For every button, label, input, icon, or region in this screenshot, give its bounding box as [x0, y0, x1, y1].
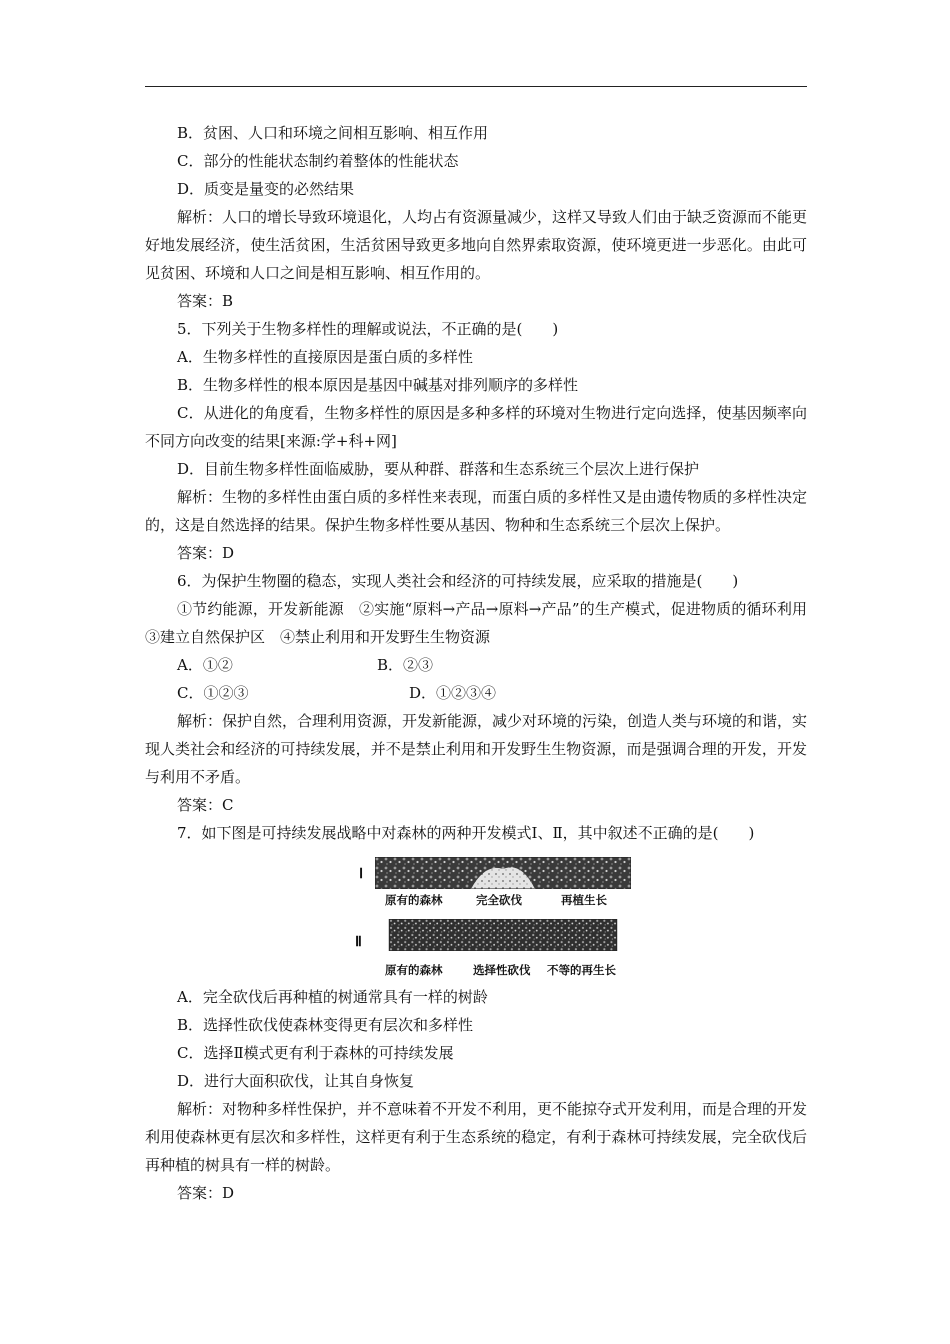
q4-option-d: D．质变是量变的必然结果	[177, 180, 355, 198]
q6-option-c: C．①②③	[177, 684, 249, 702]
q4-option-c: C．部分的性能状态制约着整体的性能状态	[177, 152, 459, 170]
q6-items: ①节约能源，开发新能源 ②实施“原料→产品→原料→产品”的生产模式，促进物质的循环利用 ③建立自然保护区 ④禁止利用和开发野生生物资源	[145, 600, 823, 646]
q5-answer: 答案：D	[177, 544, 235, 562]
q7-answer: 答案：D	[177, 1184, 235, 1202]
page-content	[145, 119, 823, 1207]
q6-option-d: D．①②③④	[409, 684, 497, 702]
q6-options-row-1	[145, 651, 807, 679]
q4-analysis: 解析：人口的增长导致环境退化，人均占有资源量减少，这样又导致人们由于缺乏资源而不能更好地发展经济，使生活贫困，生活贫困导致更多地向自然界索取资源，使环境更进一步恶化。由此可见贫困、环境和人口之间是相互影响、相互作用的。	[145, 208, 808, 282]
mode-1-forest-strip	[375, 857, 631, 889]
q7-option-a: A．完全砍伐后再种植的树通常具有一样的树龄	[177, 988, 488, 1006]
forest-figure-inner	[355, 855, 625, 983]
q6-option-a: A．①②	[177, 656, 233, 674]
mode-1-label: Ⅰ	[359, 867, 364, 882]
q7-analysis: 解析：对物种多样性保护，并不意味着不开发不利用，更不能掠夺式开发利用，而是合理的开发利用使森林更有层次和多样性，这样更有利于生态系统的稳定，有利于森林可持续发展，完全砍伐后再种植的树具有一样的树龄。	[145, 1100, 808, 1174]
mode-2-caption-uneven-regrowth: 不等的再生长	[547, 963, 616, 977]
q7-option-b: B．选择性砍伐使森林变得更有层次和多样性	[177, 1016, 474, 1034]
mode-2-caption-original: 原有的森林	[385, 963, 443, 977]
q5-option-c: C．从进化的角度看，生物多样性的原因是多种多样的环境对生物进行定向选择，使基因频率向不同方向改变的结果[来源:学+科+网]	[145, 404, 807, 450]
q4-answer: 答案：B	[177, 292, 234, 310]
q5-analysis: 解析：生物的多样性由蛋白质的多样性来表现，而蛋白质的多样性又是由遗传物质的多样性决定的，这是自然选择的结果。保护生物多样性要从基因、物种和生态系统三个层次上保护。	[145, 488, 808, 534]
q7-option-c: C．选择Ⅱ模式更有利于森林的可持续发展	[177, 1044, 454, 1062]
q6-stem: 6．为保护生物圈的稳态，实现人类社会和经济的可持续发展，应采取的措施是( )	[177, 572, 739, 590]
forest-figure	[145, 855, 807, 983]
mode-2-label: Ⅱ	[355, 935, 362, 950]
q4-option-b: B．贫困、人口和环境之间相互影响、相互作用	[177, 124, 489, 142]
mode-1-caption-original: 原有的森林	[385, 893, 443, 907]
q7-stem: 7．如下图是可持续发展战略中对森林的两种开发模式Ⅰ、Ⅱ，其中叙述不正确的是( )	[177, 824, 755, 842]
q6-answer: 答案：C	[177, 796, 234, 814]
q5-stem: 5．下列关于生物多样性的理解或说法，不正确的是( )	[177, 320, 559, 338]
q6-option-b: B．②③	[377, 656, 434, 674]
mode-2-forest-strip	[375, 919, 631, 951]
q6-analysis: 解析：保护自然，合理利用资源，开发新能源，减少对环境的污染，创造人类与环境的和谐，实现人类社会和经济的可持续发展，并不是禁止利用和开发野生生物资源，而是强调合理的开发，开发与利用不矛盾。	[145, 712, 808, 786]
mode-2-caption-selective: 选择性砍伐	[473, 963, 531, 977]
mode-1-caption-regrowth: 再植生长	[561, 893, 607, 907]
q5-option-a: A．生物多样性的直接原因是蛋白质的多样性	[177, 348, 473, 366]
q5-option-b: B．生物多样性的根本原因是基因中碱基对排列顺序的多样性	[177, 376, 579, 394]
q7-option-d: D．进行大面积砍伐，让其自身恢复	[177, 1072, 415, 1090]
q6-options-row-2	[145, 679, 807, 707]
q5-option-d: D．目前生物多样性面临威胁，要从种群、群落和生态系统三个层次上进行保护	[177, 460, 700, 478]
header-rule	[145, 86, 807, 87]
mode-1-caption-clearcut: 完全砍伐	[476, 893, 522, 907]
